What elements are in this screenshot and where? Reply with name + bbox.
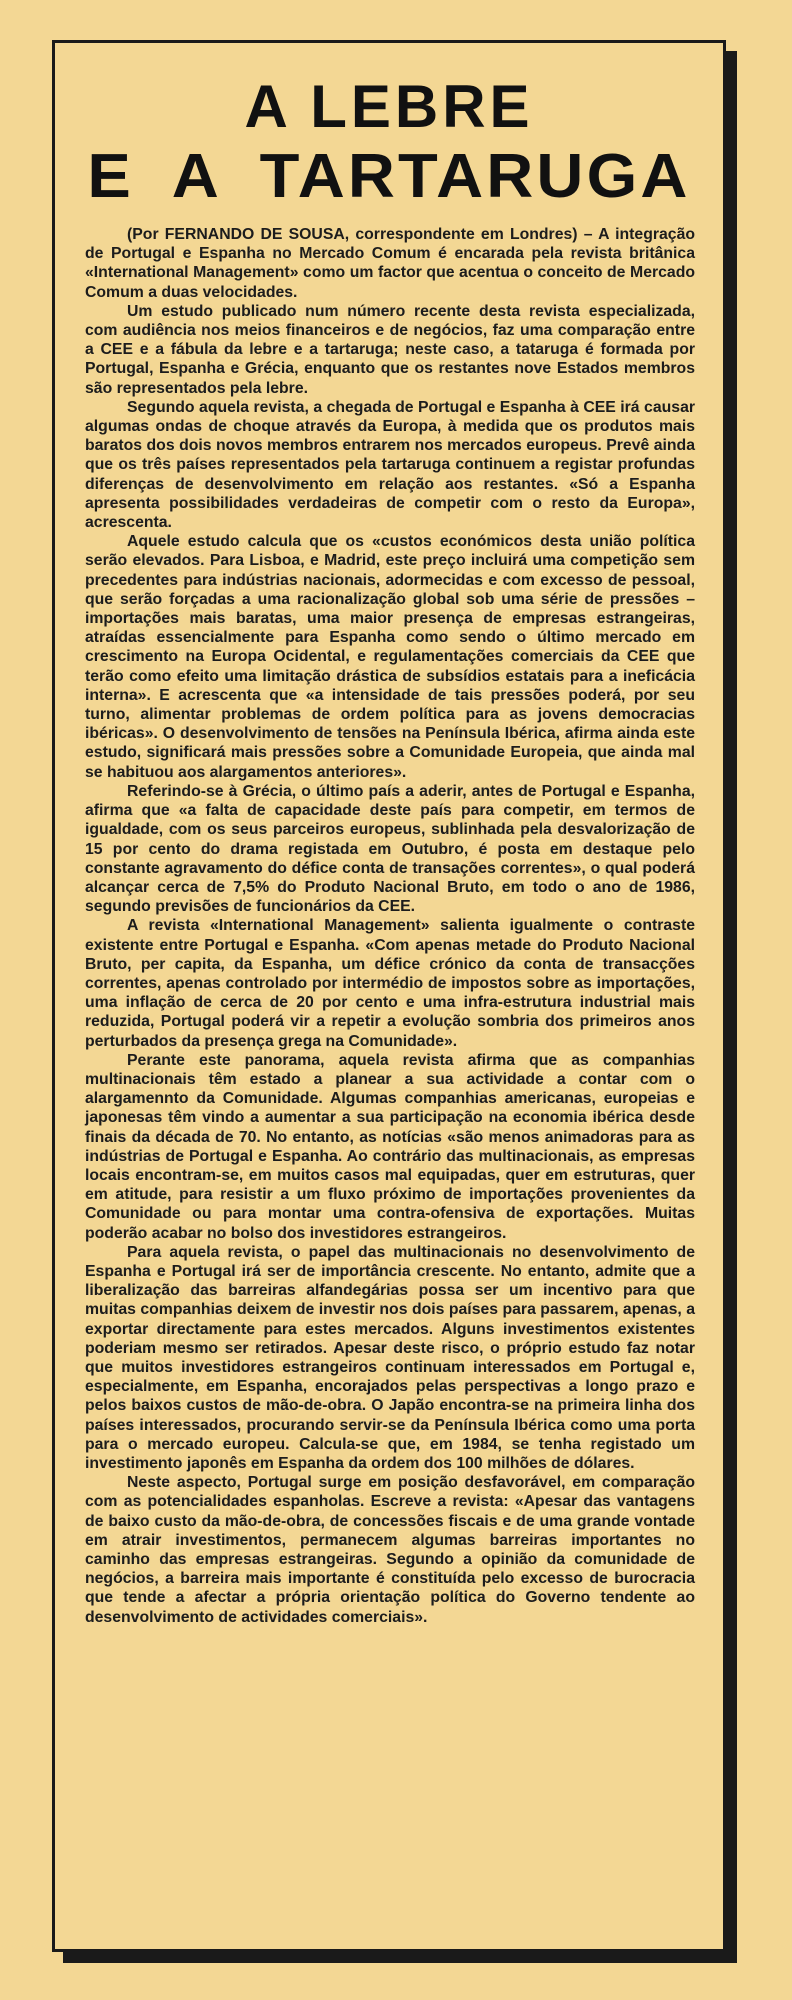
article-body — [85, 225, 695, 1627]
newspaper-clipping — [52, 40, 726, 1952]
article-paragraph: Segundo aquela revista, a chegada de Portugal e Espanha à CEE irá causar algumas ondas de choque através da Europa, à medida que os produtos mais baratos dos dois novos membros entrarem nos mercados europeus. Prevê ainda que os três países representados pela tartaruga continuem a registar profundas diferenças de desenvolvimento em relação aos restantes. «Só a Espanha apresenta possibilidades verdadeiras de competir com o resto da Europa», acrescenta. — [85, 398, 695, 532]
article-paragraph: Aquele estudo calcula que os «custos económicos desta união política serão elevados. Para Lisboa, e Madrid, este preço incluirá uma competição sem precedentes para indústrias nacionais, adormecidas e com excesso de pessoal, que serão forçadas a uma racionalização global sob uma série de pressões – importações mais baratas, uma maior presença de empresas estrangeiras, atraídas essencialmente para Espanha como sendo o último mercado em crescimento na Europa Ocidental, e regulamentações comerciais da CEE que terão como efeito uma limitação drástica de subsídios estatais para a ineficácia interna». E acrescenta que «a intensidade de tais pressões poderá, por seu turno, alimentar problemas de ordem política para as jovens democracias ibéricas». O desenvolvimento de tensões na Península Ibérica, afirma ainda este estudo, significará mais pressões sobre a Comunidade Europeia, que ainda mal se habituou aos alargamentos anteriores». — [85, 533, 695, 781]
article-paragraph: A revista «International Management» salienta igualmente o contraste existente entre Portugal e Espanha. «Com apenas metade do Produto Nacional Bruto, per capita, da Espanha, um défice crónico da conta de transacções correntes, apenas controlado por intermédio de impostos sobre as importações, uma inflação de cerca de 20 por cento e uma infra-estrutura industrial mais reduzida, Portugal poderá vir a repetir a evolução sombria dos primeiros anos perturbados da presença grega na Comunidade». — [85, 917, 695, 1050]
article-paragraph: Para aquela revista, o papel das multinacionais no desenvolvimento de Espanha e Portugal irá ser de importância crescente. No entanto, admite que a liberalização das barreiras alfandegárias possa ser um incentivo para que muitas companhias deixem de investir nos dois países para passarem, apenas, a exportar directamente para estes mercados. Alguns investimentos existentes poderiam mesmo ser retirados. Apesar deste risco, o próprio estudo faz notar que muitos investidores estrangeiros continuam interessados em Portugal e, especialmente, em Espanha, encorajados pelas perspectivas a longo prazo e pelos baixos custos de mão-de-obra. O Japão encontra-se na primeira linha dos países interessados, procurando servir-se da Península Ibérica como uma porta para o mercado europeu. Calcula-se que, em 1984, se tenha registado um investimento japonês em Espanha da ordem dos 100 milhões de dólares. — [85, 1243, 695, 1472]
headline-line-1: A LEBRE — [244, 73, 534, 140]
article-headline — [55, 71, 723, 213]
article-paragraph: (Por FERNANDO DE SOUSA, correspondente em Londres) – A integração de Portugal e Espanha no Mercado Comum é encarada pela revista britânica «International Management» como um factor que acentua o conceito de Mercado Comum a duas velocidades. — [85, 226, 695, 301]
headline-line-2: E A TARTARUGA — [87, 142, 691, 211]
article-paragraph: Um estudo publicado num número recente desta revista especializada, com audiência nos meios financeiros e de negócios, faz uma comparação entre a CEE e a fábula da lebre e a tartaruga; neste caso, a tataruga é formada por Portugal, Espanha e Grécia, enquanto que os restantes nove Estados membros são representados pela lebre. — [85, 302, 695, 397]
article-paragraph: Referindo-se à Grécia, o último país a aderir, antes de Portugal e Espanha, afirma que «a falta de capacidade deste país para competir, em termos de igualdade, com os seus parceiros europeus, sublinhada pela desvalorização de 15 por cento do drama registada em Outubro, é posta em destaque pelo constante agravamento do défice conta de transações correntes», o qual poderá alcançar cerca de 7,5% do Produto Nacional Bruto, em todo o ano de 1986, segundo previsões de funcionários da CEE. — [85, 782, 695, 916]
article-paragraph: Perante este panorama, aquela revista afirma que as companhias multinacionais têm estado a planear a sua actividade a contar com o alargamennto da Comunidade. Algumas companhias americanas, europeias e japonesas têm vindo a aumentar a sua participação na economia ibérica desde finais da década de 70. No entanto, as notícias «são menos animadoras para as indústrias de Portugal e Espanha. Ao contrário das multinacionais, as empresas locais encontram-se, em muitos casos mal equipadas, quer em estruturas, quer em atitude, para resistir a um fluxo próximo de importações provenientes da Comunidade ou para montar uma contra-ofensiva de exportações. Muitas poderão acabar no bolso dos investidores estrangeiros. — [85, 1051, 695, 1242]
article-paragraph: Neste aspecto, Portugal surge em posição desfavorável, em comparação com as potencialidades espanholas. Escreve a revista: «Apesar das vantagens de baixo custo da mão-de-obra, de concessões fiscais e de uma grande vontade em atrair investimentos, permanecem algumas barreiras importantes no caminho das empresas estrangeiras. Segundo a opinião da comunidade de negócios, a barreira mais importante é constituída pelo excesso de burocracia que tende a afectar a própria orientação política do Governo tendente ao desenvolvimento de actividades comerciais». — [85, 1474, 695, 1626]
